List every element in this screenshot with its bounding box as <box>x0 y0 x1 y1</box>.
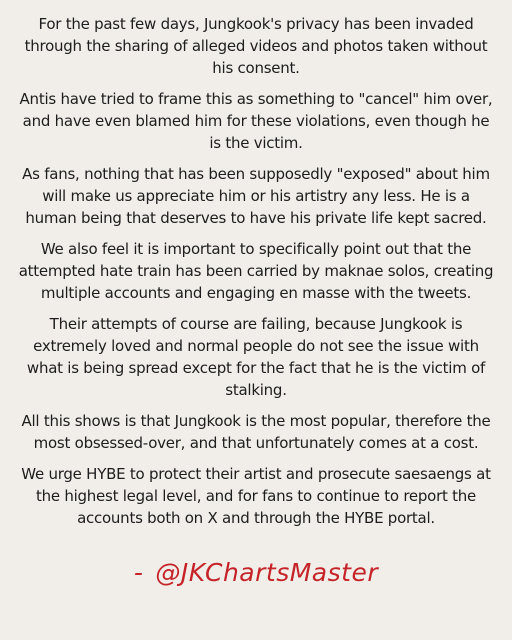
paragraph-fans-support: As fans, nothing that has been supposedly "exposed" about him will make us appreciate him or his artistry any less. He is a human being that deserves to have his private life kept sacred. <box>22 165 490 227</box>
paragraph-hate-train: We also feel it is important to specifically point out that the attempted hate train has been carried by maknae solos, creating multiple accounts and engaging en masse with the tweets. <box>18 240 494 302</box>
paragraph-antis-framing: Antis have tried to frame this as something to "cancel" him over, and have even blamed him for these violations, even though he is the victim. <box>19 90 493 152</box>
signature-dash: - <box>133 558 144 587</box>
signature <box>0 558 512 587</box>
signature-handle: @JKChartsMaster <box>155 558 379 587</box>
paragraph-most-popular: All this shows is that Jungkook is the most popular, therefore the most obsessed-over, and that unfortunately comes at a cost. <box>21 412 491 452</box>
paragraph-attempts-failing: Their attempts of course are failing, because Jungkook is extremely loved and normal people do not see the issue with what is being spread except for the fact that he is the victim of stalking. <box>26 315 486 399</box>
paragraph-privacy-invaded: For the past few days, Jungkook's privacy has been invaded through the sharing of alleged videos and photos taken without his consent. <box>24 15 488 77</box>
paragraph-urge-hybe: We urge HYBE to protect their artist and prosecute saesaengs at the highest legal level, and for fans to continue to report the accounts both on X and through the HYBE portal. <box>21 465 491 527</box>
